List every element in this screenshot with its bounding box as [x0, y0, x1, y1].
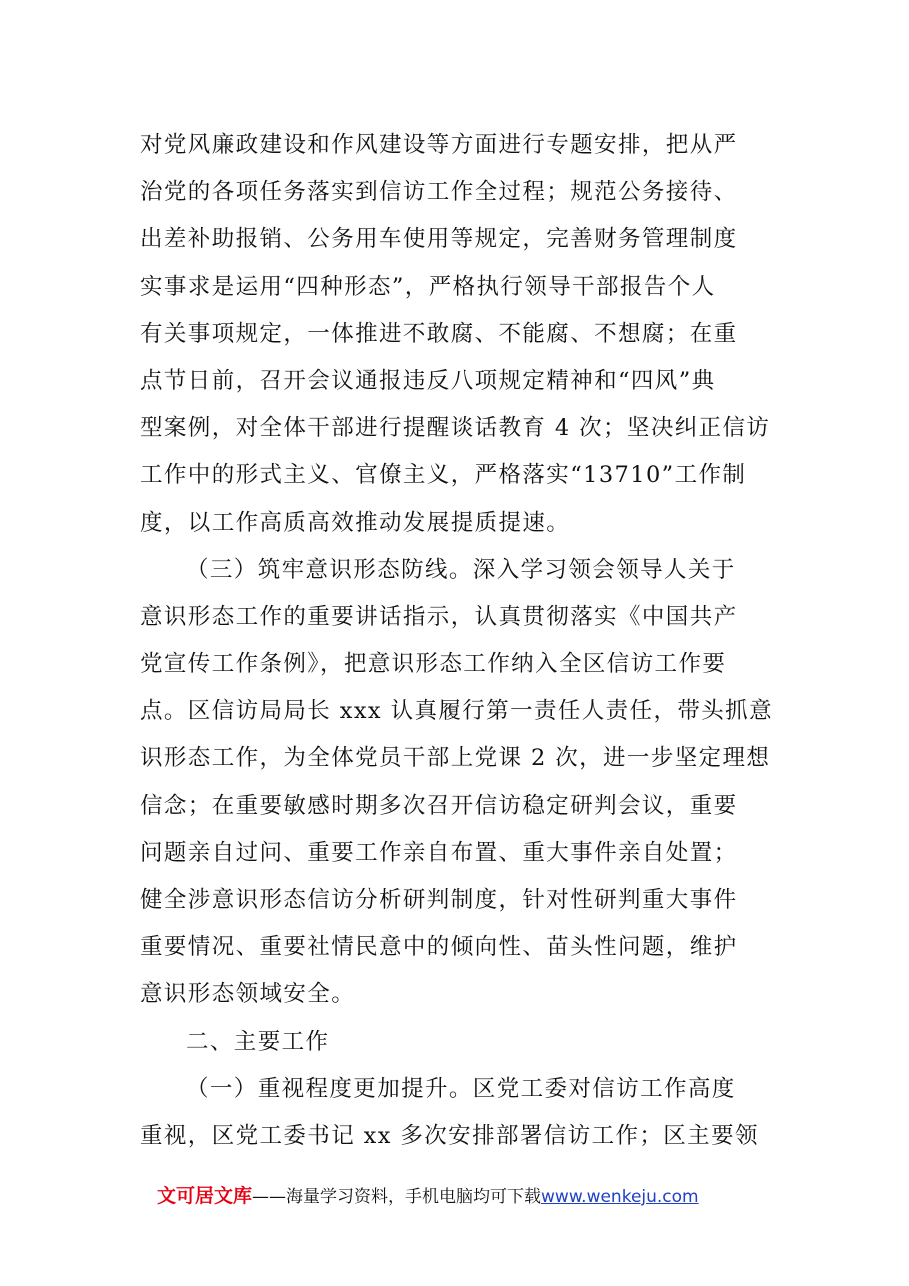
- section-heading-line: （三）筑牢意识形态防线。深入学习领会领导人关于: [186, 556, 736, 583]
- paragraph-line: 点节日前，召开会议通报违反八项规定精神和“四风”典: [140, 367, 716, 394]
- paragraph-line: 重视，区党工委书记 xx 多次安排部署信访工作；区主要领: [140, 1122, 759, 1149]
- paragraph-line: 重要情况、重要社情民意中的倾向性、苗头性问题，维护: [140, 934, 738, 961]
- paragraph-line: 有关事项规定，一体推进不敢腐、不能腐、不想腐；在重: [140, 320, 738, 347]
- paragraph-line: 实事求是运用“四种形态”，严格执行领导干部报告个人: [140, 273, 716, 300]
- paragraph-line: 工作中的形式主义、官僚主义，严格落实“13710”工作制: [140, 462, 747, 489]
- footer-banner: [157, 1184, 699, 1209]
- paragraph-line: 治党的各项任务落实到信访工作全过程；规范公务接待、: [140, 179, 738, 206]
- paragraph-line: 型案例，对全体干部进行提醒谈话教育 4 次；坚决纠正信访: [140, 415, 771, 442]
- chapter-heading: 二、主要工作: [186, 1028, 330, 1055]
- paragraph-line: 度，以工作高质高效推动发展提质提速。: [140, 509, 571, 536]
- paragraph-line: 问题亲自过问、重要工作亲自布置、重大事件亲自处置；: [140, 839, 738, 866]
- paragraph-line: 意识形态领域安全。: [140, 981, 356, 1008]
- brand-name: 文可居文库: [157, 1185, 253, 1207]
- paragraph-line: 信念；在重要敏感时期多次召开信访稳定研判会议，重要: [140, 792, 738, 819]
- section-heading-line: （一）重视程度更加提升。区党工委对信访工作高度: [186, 1075, 736, 1102]
- paragraph-line: 党宣传工作条例》，把意识形态工作纳入全区信访工作要: [140, 651, 727, 678]
- paragraph-line: 意识形态工作的重要讲话指示，认真贯彻落实《中国共产: [140, 603, 738, 630]
- paragraph-line: 点。区信访局局长 xxx 认真履行第一责任人责任，带头抓意: [140, 698, 773, 725]
- paragraph-line: 出差补助报销、公务用车使用等规定，完善财务管理制度: [140, 226, 738, 253]
- document-body: [140, 122, 780, 1160]
- paragraph-line: 健全涉意识形态信访分析研判制度，针对性研判重大事件: [140, 887, 738, 913]
- paragraph-line: 识形态工作，为全体党员干部上党课 2 次，进一步坚定理想: [140, 745, 771, 772]
- paragraph-line: 对党风廉政建设和作风建设等方面进行专题安排，把从严: [140, 132, 738, 158]
- footer-tagline: ——海量学习资料，手机电脑均可下载: [252, 1187, 542, 1207]
- website-link[interactable]: www.wenkeju.com: [541, 1187, 699, 1207]
